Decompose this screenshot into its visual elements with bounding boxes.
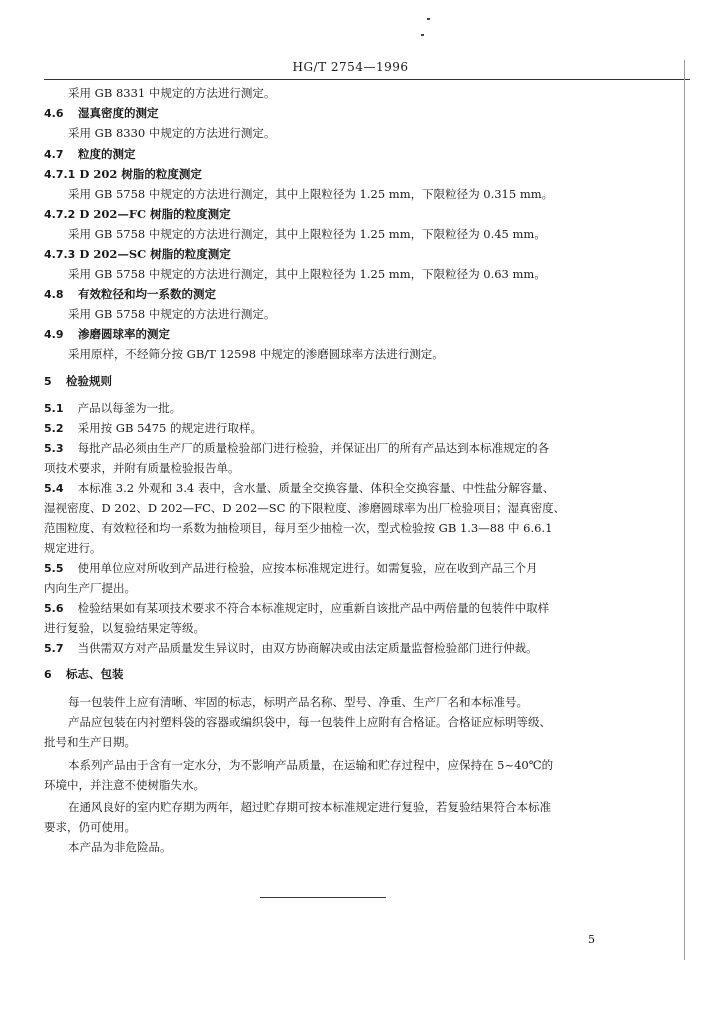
clause: 5.1 产品以每釜为一批。 [44, 401, 182, 415]
text-line: 范围粒度、有效粒径和均一系数为抽检项目，每月至少抽检一次，型式检验按 GB 1.3—88 中 6.6.1 [44, 521, 553, 535]
text-line: 环境中，并注意不使树脂失水。 [44, 778, 205, 792]
end-rule [260, 897, 386, 898]
scan-speck [427, 18, 430, 20]
text-line: 采用 GB 8331 中规定的方法进行测定。 [68, 86, 276, 100]
text-line: 批号和生产日期。 [44, 735, 136, 749]
clause: 5.7 当供需双方对产品质量发生异议时，由双方协商解决或由法定质量监督检验部门进行仲裁。 [44, 641, 538, 655]
text-line: 采用原样，不经筛分按 GB/T 12598 中规定的渗磨圆球率方法进行测定。 [68, 347, 444, 361]
chapter-heading: 6 标志、包装 [44, 667, 124, 681]
text-line: 湿视密度、D 202、D 202—FC、D 202—SC 的下限粒度、渗磨圆球率为出厂检验项目；湿真密度、 [44, 501, 566, 515]
section-heading: 4.7.3 D 202—SC 树脂的粒度测定 [44, 247, 231, 261]
page-number: 5 [588, 933, 595, 946]
page-header: HG/T 2754—1996 [292, 60, 409, 74]
text-line: 采用 GB 5758 中规定的方法进行测定，其中上限粒径为 1.25 mm，下限粒径为 0.315 mm。 [68, 187, 554, 201]
text-line: 采用 GB 5758 中规定的方法进行测定，其中上限粒径为 1.25 mm，下限粒径为 0.45 mm。 [68, 227, 546, 241]
text-line: 采用 GB 8330 中规定的方法进行测定。 [68, 126, 276, 140]
section-heading: 4.7.2 D 202—FC 树脂的粒度测定 [44, 207, 231, 221]
text-line: 在通风良好的室内贮存期为两年，超过贮存期可按本标准规定进行复验，若复验结果符合本标准 [68, 800, 551, 814]
text-line: 项技术要求，并附有质量检验报告单。 [44, 461, 240, 475]
clause: 5.2 采用按 GB 5475 的规定进行取样。 [44, 421, 263, 435]
section-heading: 4.7.1 D 202 树脂的粒度测定 [44, 167, 202, 181]
text-line: 内向生产厂提出。 [44, 581, 136, 595]
clause: 5.4 本标准 3.2 外观和 3.4 表中，含水量、质量全交换容量、体积全交换容量、中性盐分解容量、 [44, 481, 555, 495]
section-heading: 4.6 湿真密度的测定 [44, 106, 159, 120]
text-line: 本产品为非危险品。 [68, 840, 172, 854]
chapter-heading: 5 检验规则 [44, 374, 113, 388]
clause: 5.5 使用单位应对所收到产品进行检验，应按本标准规定进行。如需复验，应在收到产品三个月 [44, 561, 538, 575]
section-heading: 4.8 有效粒径和均一系数的测定 [44, 287, 217, 301]
text-line: 规定进行。 [44, 541, 102, 555]
text-line: 采用 GB 5758 中规定的方法进行测定，其中上限粒径为 1.25 mm，下限粒径为 0.63 mm。 [68, 267, 546, 281]
section-heading: 4.9 渗磨圆球率的测定 [44, 327, 171, 341]
section-heading: 4.7 粒度的测定 [44, 147, 136, 161]
scan-speck [421, 34, 424, 36]
text-line: 每一包装件上应有清晰、牢固的标志，标明产品名称、型号、净重、生产厂名和本标准号。 [68, 695, 528, 709]
clause: 5.3 每批产品必须由生产厂的质量检验部门进行检验，并保证出厂的所有产品达到本标准规定的各 [44, 441, 550, 455]
header-rule [44, 79, 690, 80]
text-line: 进行复验，以复验结果定等级。 [44, 621, 205, 635]
text-line: 要求，仍可使用。 [44, 820, 136, 834]
clause: 5.6 检验结果如有某项技术要求不符合本标准规定时，应重新自该批产品中两倍量的包装件中取样 [44, 601, 550, 615]
text-line: 产品应包装在内衬塑料袋的容器或编织袋中，每一包装件上应附有合格证。合格证应标明等级、 [68, 715, 551, 729]
text-line: 本系列产品由于含有一定水分，为不影响产品质量，在运输和贮存过程中，应保持在 5~40℃的 [68, 758, 554, 772]
text-line: 采用 GB 5758 中规定的方法进行测定。 [68, 307, 276, 321]
